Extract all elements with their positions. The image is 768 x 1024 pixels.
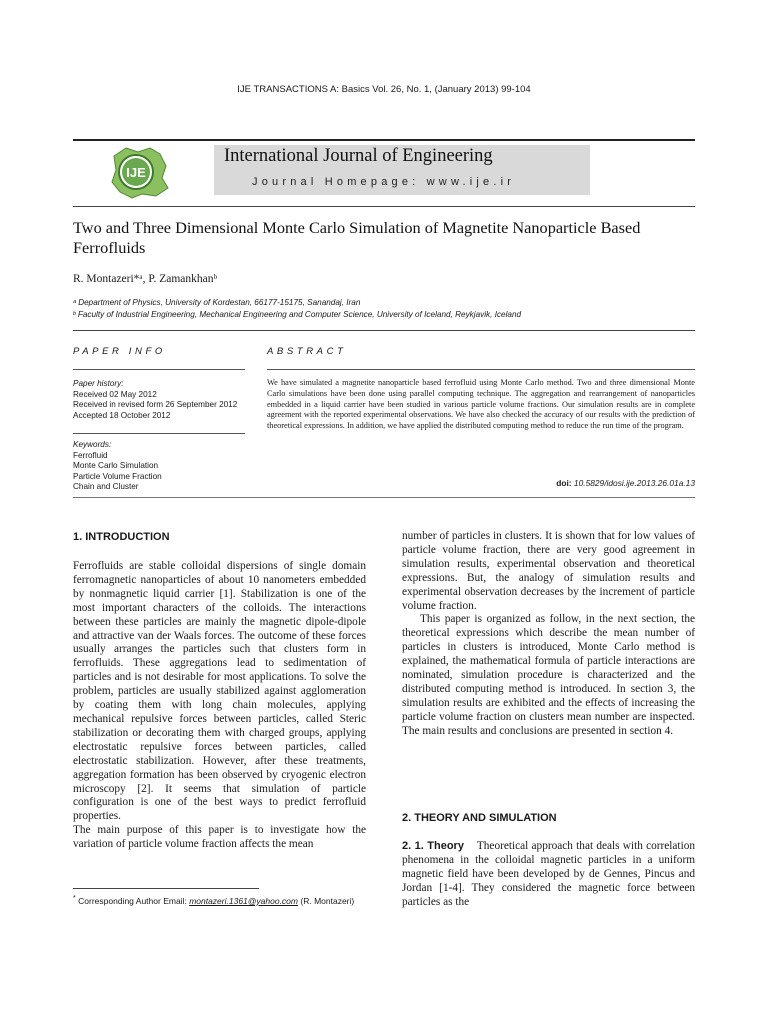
header-rule	[73, 139, 695, 141]
keyword-item: Ferrofluid	[73, 450, 108, 460]
right-paragraph-2: This paper is organized as follow, in the next section, the theoretical expressions which describe the mean number of particles in clusters is introduced, Monte Carlo method is explained, the mathematical formula of particle interactions are nominated, simulation procedure is characterized and the distributed computing method is introduced. In section 3, the simulation results are exhibited and the effects of increasing the particle volume fraction on clusters mean number are inspected. The main results and conclusions are presented in section 4.	[402, 613, 695, 737]
paper-info-label: PAPER INFO	[73, 346, 166, 357]
history-label: Paper history:	[73, 379, 124, 388]
abstract-text: We have simulated a magnetite nanoparticle based ferrofluid using Monte Carlo method. Two and three dimensional Monte Carlo simulations have been done using parallel computing technique. The aggregation and rearrangement of nanoparticles embedded in a liquid carrier have been studied in various particle volume fractions. Our simulation results are in complete agreement with the reported experimental observations. We have also checked the accuracy of our results with the prediction of theoretical expressions. In addition, we have applied the distributed computing method to reduce the run time of the program.	[267, 378, 695, 431]
keywords	[73, 440, 162, 493]
doi-link[interactable]: 10.5829/idosi.ije.2013.26.01a.13	[573, 478, 695, 488]
section-separator	[73, 497, 695, 498]
footnote	[73, 893, 366, 907]
footnote-rule	[73, 888, 259, 889]
doi-label: doi:	[556, 478, 572, 488]
logo-text: IJE	[126, 165, 146, 180]
affiliation-a: ᵃ Department of Physics, University of Kordestan, 66177-15175, Sanandaj, Iran	[73, 298, 361, 307]
introduction-heading: 1. INTRODUCTION	[73, 531, 170, 543]
keyword-item: Particle Volume Fraction	[73, 471, 162, 481]
footnote-label: Corresponding Author Email:	[78, 895, 187, 906]
theory-subsection	[402, 840, 695, 910]
doi	[556, 478, 695, 488]
affiliation-rule	[73, 330, 695, 331]
keywords-label: Keywords:	[73, 440, 112, 449]
theory-text: Theoretical approach that deals with correlation phenomena in the colloidal magnetic particles in a uniform magnetic field have been developed by de Gennes, Pincus and Jordan [1-4]. They considered the magnetic force between particles as the	[402, 840, 696, 908]
intro-paragraph-1: Ferrofluids are stable colloidal dispersions of single domain ferromagnetic nanoparticles of about 10 nanometers embedded by nonmagnetic liquid carrier [1]. Stabilization is one of the most important characters of the colloids. The interactions between these particles are mainly the magnetic dipole-dipole and attractive van der Waals forces. The outcome of these forces usually arranges the particles such that clusters form in ferrofluids. These aggregations lead to sedimentation of particles and is not desirable for most applications. To solve the problem, particles are usually stabilized against agglomeration by coating them with long chain molecules, applying mechanical repulsive forces between particles, called Steric stabilization or decorating them with charged groups, applying electrostatic repulsive forces between particles, called electrostatic stabilization. However, after these treatments, aggregation formation has been observed by cryogenic electron microscopy [2]. It seems that simulation of particle configuration is one of the best ways to predict ferrofluid properties.	[73, 560, 366, 823]
paper-history	[73, 379, 237, 421]
paper-title: Two and Three Dimensional Monte Carlo Simulation of Magnetite Nanoparticle Based Ferrofluids	[73, 218, 641, 257]
abstract-label: ABSTRACT	[267, 346, 347, 357]
ije-logo	[104, 142, 174, 202]
intro-paragraph-2: The main purpose of this paper is to investigate how the variation of particle volume fraction affects the mean	[73, 824, 366, 851]
keywords-rule	[73, 433, 245, 434]
abstract-rule	[267, 369, 695, 370]
revised-date: Received in revised form 26 September 2012	[73, 400, 238, 409]
affiliation-b: ᵇ Faculty of Industrial Engineering, Mechanical Engineering and Computer Science, University of Iceland, Reykjavik, Iceland	[73, 310, 522, 319]
footnote-suffix: (R. Montazeri)	[300, 895, 355, 906]
theory-heading: 2. THEORY AND SIMULATION	[402, 812, 557, 824]
footnote-mark: *	[73, 894, 76, 902]
journal-homepage[interactable]: Journal Homepage: www.ije.ir	[252, 176, 516, 188]
info-rule	[73, 369, 245, 370]
author-email-link[interactable]: montazeri.1361@yahoo.com	[189, 895, 298, 906]
keyword-item: Chain and Cluster	[73, 482, 139, 491]
left-column	[73, 560, 366, 852]
running-head: IJE TRANSACTIONS A: Basics Vol. 26, No. 1, (January 2013) 99-104	[237, 84, 531, 95]
banner-rule	[73, 206, 695, 207]
theory-sub-label: 2. 1. Theory	[402, 840, 464, 852]
accepted-date: Accepted 18 October 2012	[73, 410, 171, 420]
journal-title: International Journal of Engineering	[224, 146, 493, 166]
right-paragraph-1: number of particles in clusters. It is shown that for low values of particle volume fraction, there are very good agreement in simulation results, experimental observation and theoretical expressions. But, the analogy of simulation results and experimental observation decreases by the increment of particle volume fraction.	[402, 530, 695, 612]
right-column	[402, 530, 695, 739]
authors: R. Montazeri*ᵃ, P. Zamankhanᵇ	[73, 273, 218, 285]
keyword-item: Monte Carlo Simulation	[73, 461, 159, 470]
received-date: Received 02 May 2012	[73, 389, 157, 399]
